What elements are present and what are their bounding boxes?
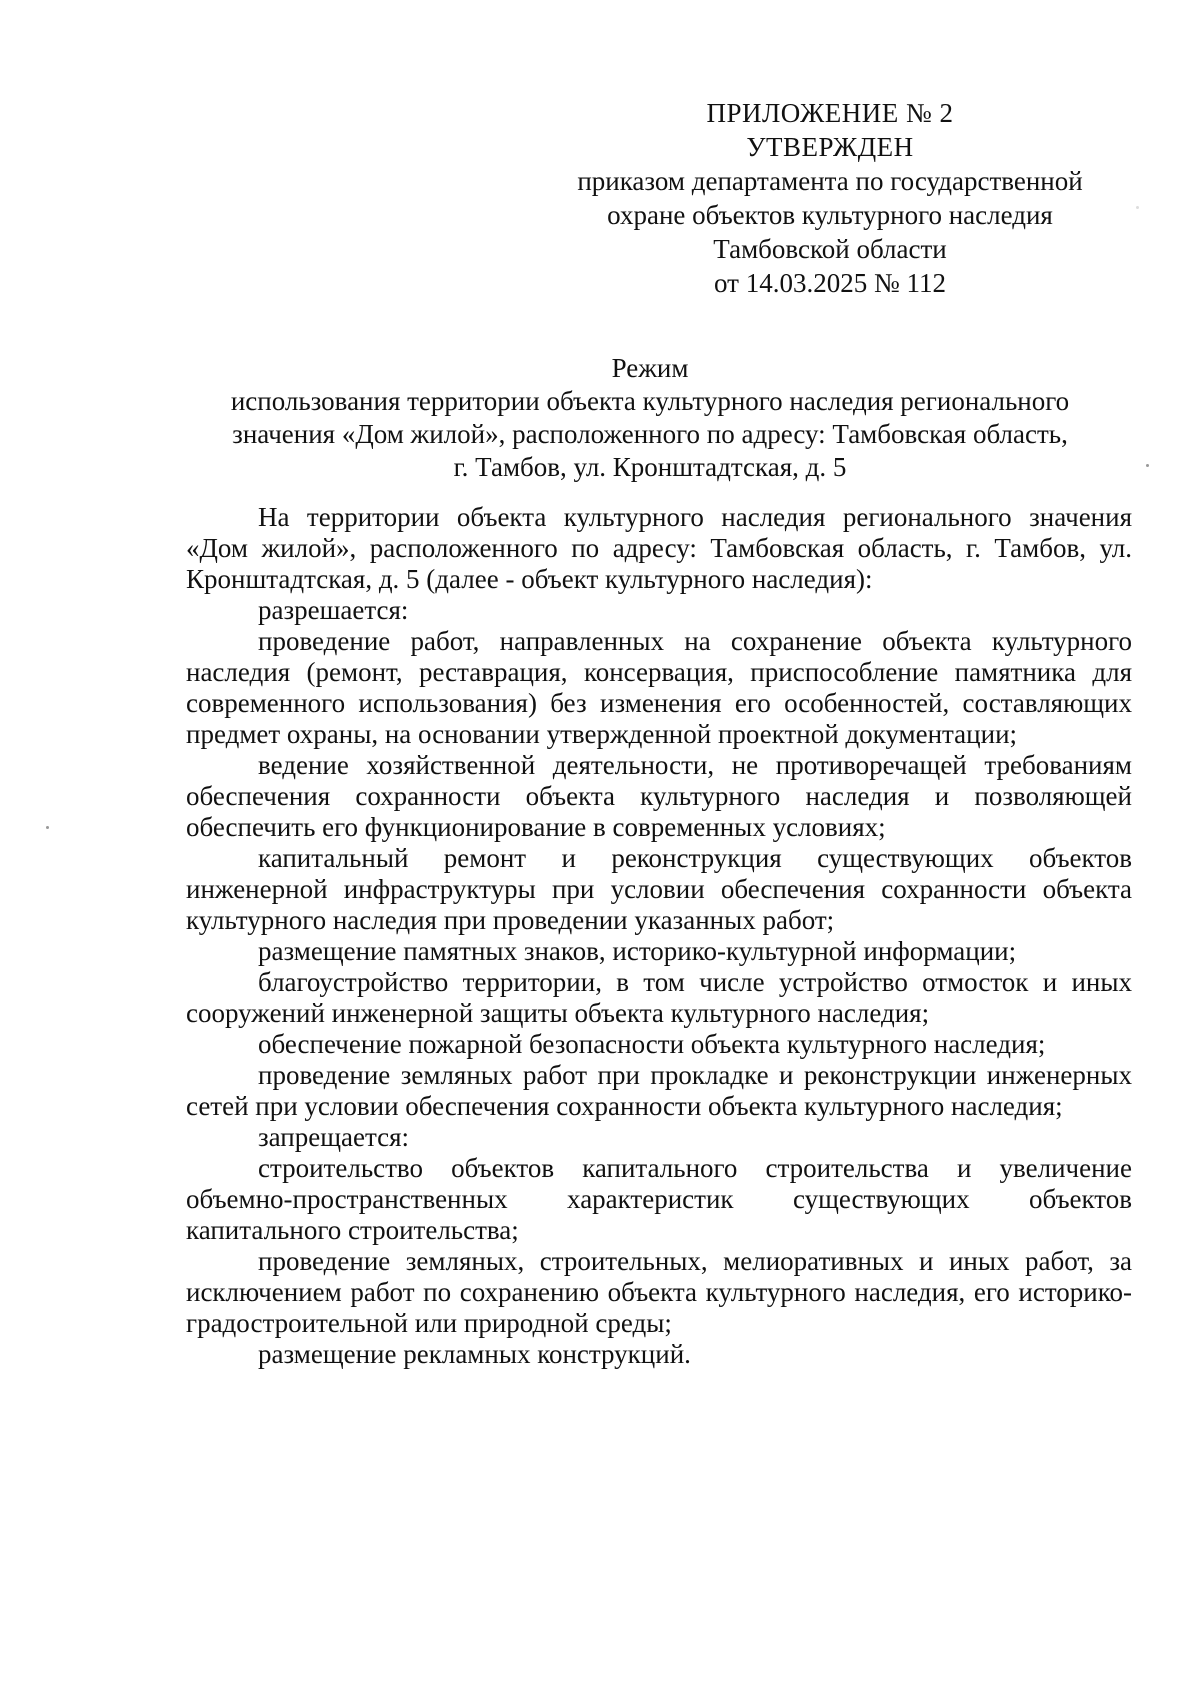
approved-stamp: УТВЕРЖДЕН [746,132,914,162]
allowed-item: ведение хозяйственной деятельности, не противоречащей требованиям обеспечения сохранности объекта культурного наследия и позволяющей обеспечить его функционирование в современных условиях; [186,750,1132,842]
title-line-1: использования территории объекта культурного наследия регионального [230,386,1070,416]
scan-speck [1146,464,1149,467]
allowed-item: капитальный ремонт и реконструкция существующих объектов инженерной инфраструктуры при условии обеспечения сохранности объекта культурного наследия при проведении указанных работ; [186,843,1132,935]
forbidden-label: запрещается: [258,1122,410,1152]
allowed-item: проведение земляных работ при прокладке и реконструкции инженерных сетей при условии обеспечения сохранности объекта культурного наследия; [186,1060,1132,1121]
allowed-item: обеспечение пожарной безопасности объекта культурного наследия; [258,1029,1046,1059]
allowed-item: проведение работ, направленных на сохранение объекта культурного наследия (ремонт, реставрация, консервация, приспособление памятника для современного использования) без изменения его особенностей, составляющих предмет охраны, на основании утвержденной проектной документации; [186,626,1132,749]
approval-block [560,96,1100,300]
title-heading: Режим [611,353,689,383]
forbidden-item: строительство объектов капитального строительства и увеличение объемно-пространственных характеристик существующих объектов капитального строительства; [186,1153,1132,1245]
allowed-item: размещение памятных знаков, историко-культурной информации; [258,936,1017,966]
scan-speck [46,826,49,829]
order-date: от 14.03.2025 № 112 [714,268,946,298]
intro-paragraph: На территории объекта культурного наследия регионального значения «Дом жилой», расположенного по адресу: Тамбовская область, г. Тамбов, ул. Кронштадтская, д. 5 (далее - объект культурного наследия): [186,502,1132,594]
title-line-2: значения «Дом жилой», расположенного по адресу: Тамбовская область, [232,419,1068,449]
forbidden-item: размещение рекламных конструкций. [258,1339,691,1369]
document-title [190,352,1110,484]
order-line-1: приказом департамента по государственной [577,166,1083,196]
scan-speck [1136,206,1139,209]
forbidden-item: проведение земляных, строительных, мелиоративных и иных работ, за исключением работ по сохранению объекта культурного наследия, его историко-градостроительной или природной среды; [186,1246,1132,1338]
document-body [186,502,1132,1370]
title-line-3: г. Тамбов, ул. Кронштадтская, д. 5 [453,452,847,482]
order-line-2: охране объектов культурного наследия [607,200,1053,230]
appendix-number: ПРИЛОЖЕНИЕ № 2 [706,98,954,128]
allowed-label: разрешается: [258,595,409,625]
order-line-3: Тамбовской области [713,234,947,264]
allowed-item: благоустройство территории, в том числе устройство отмосток и иных сооружений инженерной защиты объекта культурного наследия; [186,967,1132,1028]
